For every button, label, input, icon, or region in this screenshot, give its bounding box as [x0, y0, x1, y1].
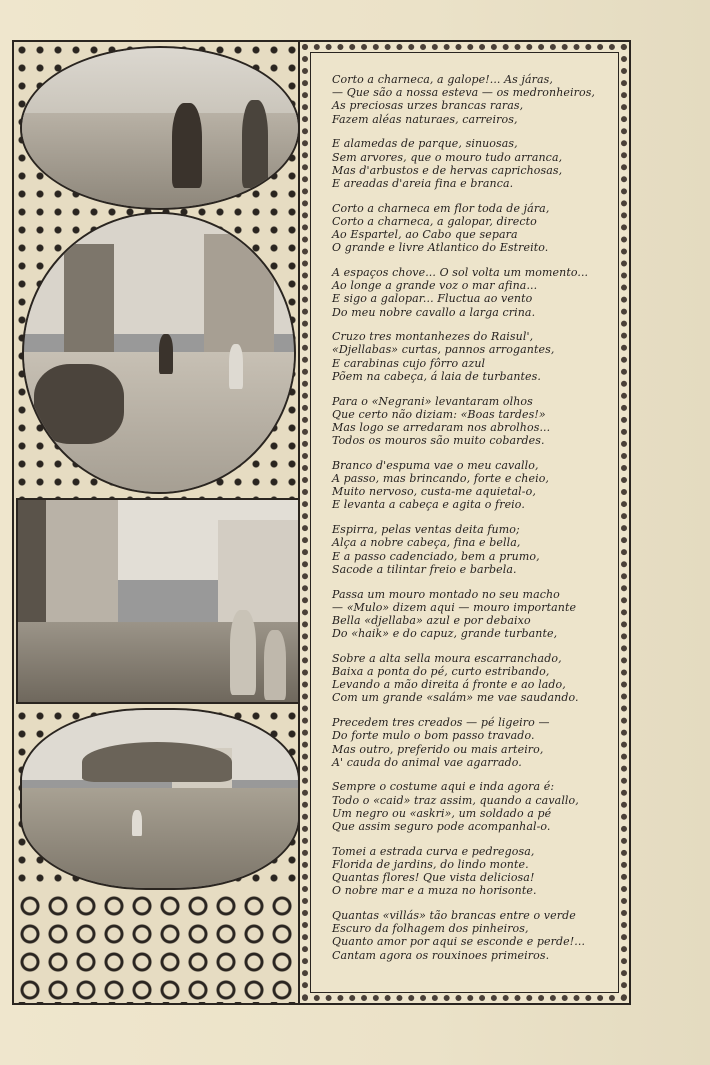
poem-line: Levando a mão direita á fronte e ao lado,	[332, 678, 566, 692]
poem-line: E sigo a galopar... Fluctua ao vento	[332, 292, 533, 306]
poem-line: Ao longe a grande voz o mar afina...	[332, 279, 538, 293]
poem-line: Corto a charneca, a galope!... As járas,	[332, 73, 554, 86]
poem-line: Tomei a estrada curva e pedregosa,	[332, 844, 535, 858]
stanza	[332, 137, 622, 190]
stanza	[332, 202, 622, 255]
photo-column	[12, 40, 302, 1005]
poem-frame	[298, 40, 631, 1005]
poem-line: E carabinas cujo fôrro azul	[332, 356, 486, 370]
poem-line: E levanta a cabeça e agita o freio.	[332, 498, 525, 512]
stanza	[332, 588, 622, 641]
poem-line: Ao Espartel, ao Cabo que separa	[332, 228, 518, 242]
poem-line: Cantam agora os rouxinoes primeiros.	[332, 948, 550, 962]
poem-line: Baixa a ponta do pé, curto estribando,	[332, 665, 550, 679]
photo-alley-children	[16, 498, 306, 704]
poem-line: Mas d'arbustos e de hervas caprichosas,	[332, 163, 563, 177]
poem-line: E alamedas de parque, sinuosas,	[332, 137, 518, 151]
stanza	[332, 523, 622, 576]
poem-line: Todo o «caid» traz assim, quando a cavallo,	[332, 793, 579, 807]
poem-line: Quantas flores! Que vista deliciosa!	[332, 871, 535, 885]
stanza	[332, 73, 622, 126]
photo-thatched-hut	[20, 708, 300, 890]
poem-line: Corto a charneca, a galopar, directo	[332, 214, 537, 228]
poem-line: Do meu nobre cavallo a larga crina.	[332, 305, 536, 319]
poem-line: O grande e livre Atlantico do Estreito.	[332, 241, 549, 255]
poem-line: A' cauda do animal vae agarrado.	[332, 755, 522, 769]
poem-line: Cruzo tres montanhezes do Raisul',	[332, 330, 534, 344]
poem-line: O nobre mar e a muza no horisonte.	[332, 884, 537, 898]
poem-line: — «Mulo» dizem aqui — mouro importante	[332, 600, 577, 614]
poem-line: Fazem aléas naturaes, carreiros,	[332, 112, 518, 126]
poem-text	[332, 73, 622, 973]
poem-line: A passo, mas brincando, forte e cheio,	[332, 472, 550, 486]
poem-line: Sem arvores, que o mouro tudo arranca,	[332, 150, 563, 164]
poem-line: — Que são a nossa esteva — os medronheiros,	[332, 86, 596, 100]
poem-line: Muito nervoso, custa-me aquietal-o,	[332, 485, 536, 499]
stanza	[332, 395, 622, 448]
stanza	[332, 652, 622, 705]
stanza	[332, 459, 622, 512]
poem-line: Quanto amor por aqui se esconde e perde!...	[332, 935, 586, 949]
poem-line: Alça a nobre cabeça, fina e bella,	[332, 536, 521, 550]
poem-line: Sobre a alta sella moura escarranchado,	[332, 651, 562, 665]
poem-line: E areadas d'areia fina e branca.	[332, 176, 514, 190]
poem-line: Corto a charneca em flor toda de jára,	[332, 201, 550, 215]
photo-two-figures	[20, 46, 300, 210]
poem-line: Do forte mulo o bom passo travado.	[332, 729, 535, 743]
stanza	[332, 266, 622, 319]
poem-line: «Djellabas» curtas, pannos arrogantes,	[332, 343, 555, 357]
stanza	[332, 780, 622, 833]
poem-line: Do «haik» e do capuz, grande turbante,	[332, 627, 558, 641]
poem-line: Para o «Negrani» levantaram olhos	[332, 394, 533, 408]
poem-line: Todos os mouros são muito cobardes.	[332, 434, 545, 448]
stanza	[332, 909, 622, 962]
poem-line: Que certo não diziam: «Boas tardes!»	[332, 407, 546, 421]
stanza	[332, 330, 622, 383]
decorative-ornament	[16, 892, 298, 1002]
photo-village-street	[22, 212, 296, 494]
poem-line: Sacode a tilintar freio e barbela.	[332, 562, 517, 576]
poem-line: Florida de jardins, do lindo monte.	[332, 857, 529, 871]
poem-line: Quantas «villás» tão brancas entre o verde	[332, 909, 576, 923]
poem-line: Sempre o costume aqui e inda agora é:	[332, 780, 555, 794]
poem-line: Que assim seguro pode acompanhal-o.	[332, 820, 551, 834]
poem-line: Espirra, pelas ventas deita fumo;	[332, 523, 520, 537]
poem-line: Escuro da folhagem dos pinheiros,	[332, 922, 529, 936]
poem-line: Passa um mouro montado no seu macho	[332, 587, 560, 601]
poem-line: As preciosas urzes brancas raras,	[332, 99, 524, 113]
poem-line: A espaços chove... O sol volta um momento...	[332, 265, 589, 279]
stanza	[332, 716, 622, 769]
poem-line: E a passo cadenciado, bem a prumo,	[332, 549, 540, 563]
poem-line: Mas logo se arredaram nos abrolhos...	[332, 420, 551, 434]
poem-line: Mas outro, preferido ou mais arteiro,	[332, 742, 544, 756]
poem-line: Um negro ou «askri», um soldado a pé	[332, 806, 552, 820]
poem-line: Bella «djellaba» azul e por debaixo	[332, 613, 531, 627]
stanza	[332, 845, 622, 898]
poem-line: Precedem tres creados — pé ligeiro —	[332, 716, 550, 730]
poem-line: Com um grande «salám» me vae saudando.	[332, 691, 579, 705]
poem-line: Põem na cabeça, á laia de turbantes.	[332, 369, 542, 383]
poem-line: Branco d'espuma vae o meu cavallo,	[332, 458, 539, 472]
